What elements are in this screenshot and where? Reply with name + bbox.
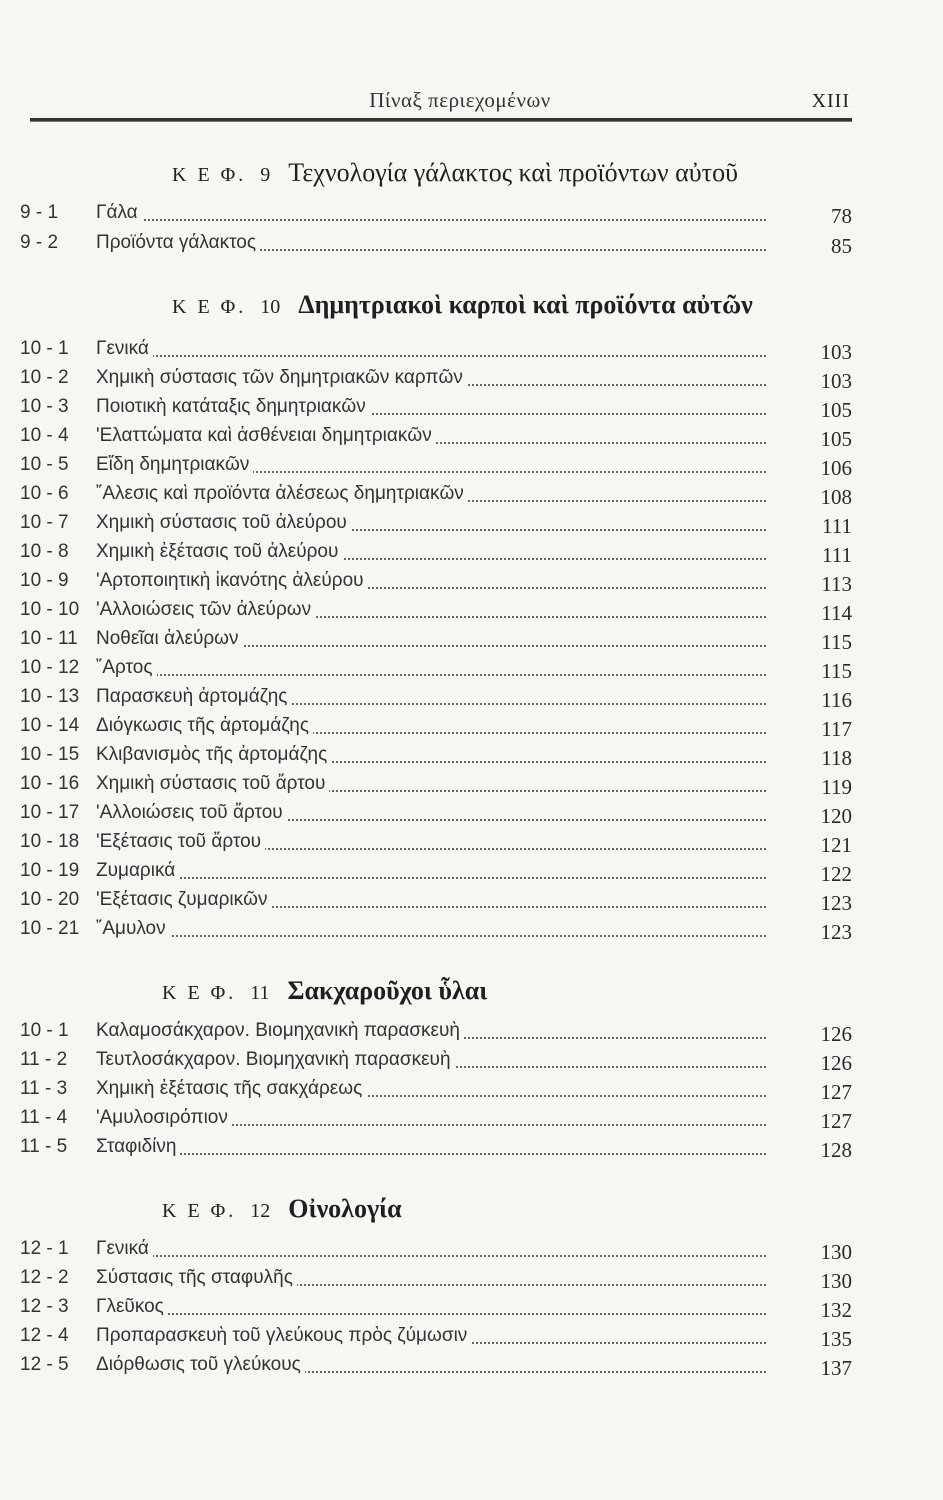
page-ref: 114 [821,601,852,625]
page-number: XIII [811,90,850,112]
section-number: 9 - 2 [20,232,59,253]
toc-entry [20,1354,852,1383]
page-ref: 130 [820,1269,852,1293]
section-title: Χημικὴ ἐξέτασις τῆς σακχάρεως [96,1078,366,1100]
chapter-heading-11 [162,976,487,1006]
section-number: 12 - 2 [20,1267,69,1288]
section-title: Διόρθωσις τοῦ γλεύκους [96,1354,305,1376]
section-title: Τευτλοσάκχαρον. Βιομηχανικὴ παρασκευὴ [96,1049,455,1071]
toc-entry [20,512,852,541]
page-title: Πίναξ περιεχομένων [369,88,551,112]
toc-entry [20,454,852,483]
toc-entry [20,1267,852,1296]
section-title: Χημικὴ σύστασις τοῦ ἄρτου [96,773,329,795]
page-ref: 130 [820,1240,852,1264]
section-number: 10 - 4 [20,425,69,446]
page-ref: 119 [821,775,852,799]
toc-entry [20,918,852,947]
toc-entry [20,1107,852,1136]
page-ref: 135 [820,1327,852,1351]
toc-entry [20,1136,852,1165]
page-ref: 103 [820,340,852,364]
section-title: 'Αλλοιώσεις τοῦ ἄρτου [96,802,287,824]
chapter-label: Κ Ε Φ. [172,164,247,186]
section-number: 10 - 1 [20,338,69,359]
page-ref: 108 [820,485,852,509]
toc-entry [20,1325,852,1354]
chapter-label: Κ Ε Φ. [172,296,247,318]
page-ref: 85 [831,234,852,258]
section-number: 10 - 6 [20,483,69,504]
dot-leader [100,674,766,676]
dot-leader [100,877,766,879]
toc-entry [20,657,852,686]
toc-entry [20,744,852,773]
section-title: Προπαρασκευὴ τοῦ γλεύκους πρὸς ζύμωσιν [96,1325,471,1347]
toc-entry [20,628,852,657]
section-title: ῎Αμυλον [96,918,170,940]
page-ref: 115 [821,659,852,683]
section-title: Γενικά [96,1238,153,1260]
section-title: 'Εξέτασις τοῦ ἄρτου [96,831,265,853]
section-title: Γενικά [96,338,153,360]
section-title: Κλιβανισμὸς τῆς ἀρτομάζης [96,744,331,766]
toc-entry [20,1078,852,1107]
section-number: 9 - 1 [20,202,59,223]
page-ref: 137 [820,1356,852,1380]
toc-entry [20,541,852,570]
section-title: Προϊόντα γάλακτος [96,232,260,254]
section-title: 'Αλλοιώσεις τῶν ἀλεύρων [96,599,315,621]
toc-entry [20,232,852,261]
page-ref: 123 [820,920,852,944]
section-title: 'Εξέτασις ζυμαρικῶν [96,889,271,911]
page-ref: 122 [820,862,852,886]
toc-entry [20,425,852,454]
section-title: Καλαμοσάκχαρον. Βιομηχανικὴ παρασκευὴ [96,1020,464,1042]
toc-entry [20,1296,852,1325]
section-title: Παρασκευὴ ἀρτομάζης [96,686,291,708]
section-number: 11 - 2 [20,1049,68,1070]
dot-leader [100,1255,766,1257]
chapter-number: 9 [260,164,271,186]
section-title: Χημικὴ ἐξέτασις τοῦ ἀλεύρου [96,541,342,563]
chapter-number: 10 [260,296,281,318]
page-ref: 117 [821,717,852,741]
toc-entry [20,1049,852,1078]
page-ref: 118 [821,746,852,770]
chapter-heading-9 [172,158,738,188]
section-number: 12 - 5 [20,1354,69,1375]
running-head [20,84,850,118]
section-number: 10 - 3 [20,396,69,417]
toc-entry [20,889,852,918]
chapter-label: Κ Ε Φ. [162,1200,237,1222]
section-number: 10 - 8 [20,541,69,562]
toc-entry [20,367,852,396]
section-number: 11 - 3 [20,1078,68,1099]
chapter-title: Οἰνολογία [288,1194,402,1223]
section-number: 10 - 14 [20,715,80,736]
header-rule [30,118,852,122]
dot-leader [100,935,766,937]
toc-entry [20,1020,852,1049]
page-ref: 123 [820,891,852,915]
section-title: Ζυμαρικά [96,860,179,882]
page-ref: 78 [831,204,852,228]
page-ref: 111 [822,514,852,538]
chapter-heading-12 [162,1194,402,1224]
section-title: Νοθεῖαι ἀλεύρων [96,628,243,650]
page-ref: 105 [820,427,852,451]
page-ref: 111 [822,543,852,567]
toc-entry [20,831,852,860]
dot-leader [100,1153,766,1155]
section-number: 10 - 5 [20,454,69,475]
section-number: 10 - 19 [20,860,80,881]
section-number: 12 - 1 [20,1238,69,1259]
section-number: 10 - 20 [20,889,80,910]
page-ref: 126 [820,1022,852,1046]
chapter-number: 11 [250,982,270,1004]
section-title: Σταφιδίνη [96,1136,180,1158]
toc-entry [20,396,852,425]
page-ref: 106 [820,456,852,480]
section-title: Ποιοτικὴ κατάταξις δημητριακῶν [96,396,370,418]
section-title: 'Ελαττώματα καὶ ἀσθένειαι δημητριακῶν [96,425,436,447]
section-title: Διόγκωσις τῆς ἀρτομάζης [96,715,313,737]
section-number: 10 - 16 [20,773,80,794]
section-title: Χημικὴ σύστασις τοῦ ἀλεύρου [96,512,351,534]
section-number: 12 - 3 [20,1296,69,1317]
section-number: 12 - 4 [20,1325,69,1346]
section-number: 10 - 12 [20,657,80,678]
section-number: 10 - 15 [20,744,80,765]
section-number: 10 - 1 [20,1020,69,1041]
section-title: Χημικὴ σύστασις τῶν δημητριακῶν καρπῶν [96,367,467,389]
section-number: 10 - 7 [20,512,69,533]
page-ref: 126 [820,1051,852,1075]
page-ref: 115 [821,630,852,654]
section-title: ῎Αρτος [96,657,157,679]
page-ref: 113 [821,572,852,596]
page-ref: 116 [821,688,852,712]
toc-entry [20,773,852,802]
section-number: 10 - 18 [20,831,80,852]
page-ref: 127 [820,1109,852,1133]
chapter-title: Δημητριακοὶ καρποὶ καὶ προϊόντα αὐτῶν [298,290,753,319]
chapter-heading-10 [172,290,753,320]
dot-leader [100,355,766,357]
page-ref: 121 [820,833,852,857]
dot-leader [100,1313,766,1315]
section-title: Γλεῦκος [96,1296,168,1318]
toc-entry [20,802,852,831]
toc-entry [20,715,852,744]
chapter-title: Σακχαροῦχοι ὗλαι [287,976,488,1005]
section-title: Σύστασις τῆς σταφυλῆς [96,1267,297,1289]
dot-leader [100,219,766,221]
page-ref: 127 [820,1080,852,1104]
section-number: 10 - 17 [20,802,80,823]
toc-entry [20,338,852,367]
section-title: 'Αμυλοσιρόπιον [96,1107,232,1129]
section-number: 11 - 4 [20,1107,68,1128]
toc-entry [20,570,852,599]
page-ref: 120 [820,804,852,828]
page-ref: 105 [820,398,852,422]
section-number: 10 - 10 [20,599,80,620]
page-ref: 132 [820,1298,852,1322]
toc-entry [20,599,852,628]
toc-entry [20,686,852,715]
chapter-title: Τεχνολογία γάλακτος καὶ προϊόντων αὐτοῦ [288,158,738,187]
page-ref: 128 [820,1138,852,1162]
section-title: Γάλα [96,202,142,224]
section-title: ῎Αλεσις καὶ προϊόντα ἀλέσεως δημητριακῶν [96,483,468,505]
toc-entry [20,860,852,889]
toc-entry [20,1238,852,1267]
chapter-label: Κ Ε Φ. [162,982,237,1004]
section-title: Εἴδη δημητριακῶν [96,454,253,476]
section-title: 'Αρτοποιητικὴ ἱκανότης ἀλεύρου [96,570,368,592]
toc-entry [20,483,852,512]
section-number: 10 - 21 [20,918,80,939]
section-number: 11 - 5 [20,1136,68,1157]
chapter-number: 12 [250,1200,271,1222]
section-number: 10 - 13 [20,686,80,707]
toc-entry [20,202,852,231]
page-ref: 103 [820,369,852,393]
section-number: 10 - 9 [20,570,69,591]
section-number: 10 - 2 [20,367,69,388]
section-number: 10 - 11 [20,628,78,649]
